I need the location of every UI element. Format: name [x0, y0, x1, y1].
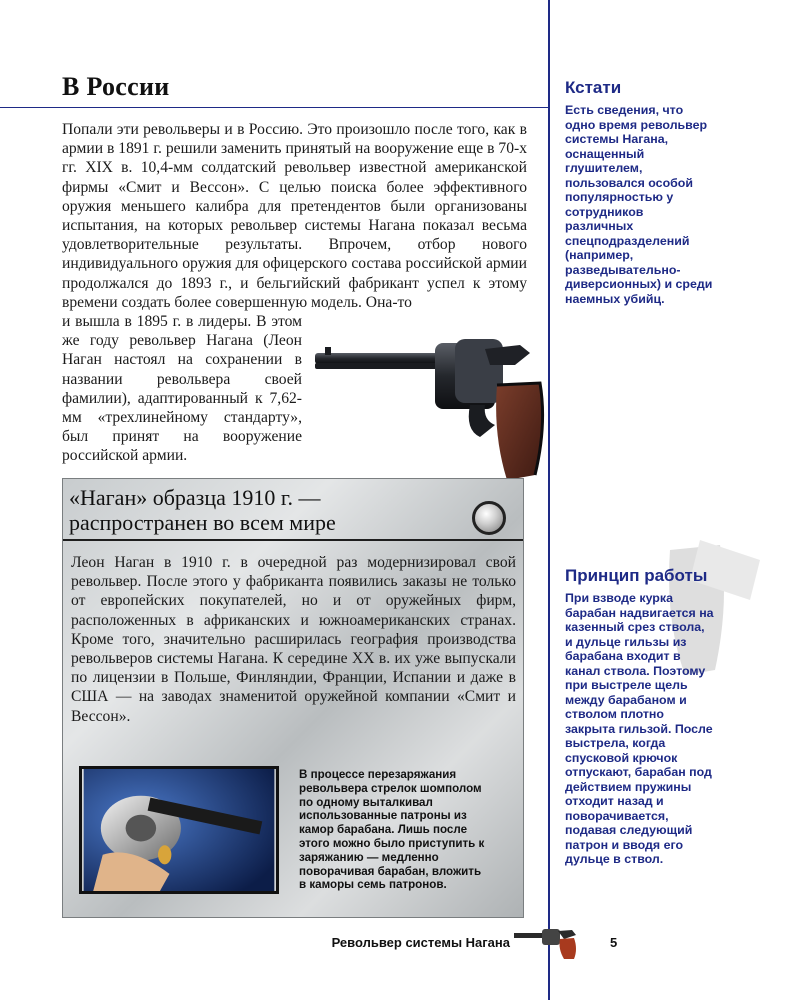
panel-header — [63, 479, 523, 541]
sidebar-note-principle — [565, 566, 745, 867]
footer-revolver-icon — [512, 925, 584, 961]
section-heading: В России — [62, 72, 170, 101]
photo-caption: В процессе перезаряжания револьвера стрелок шомполом по одному выталкивал использованные патроны из камор барабана. Лишь после этого можно было приступить к заряжанию — медленно поворачивая барабан, вложить в каморы семь патронов. — [299, 768, 485, 892]
reloading-photo — [79, 766, 279, 894]
sidebar-note-title: Принцип работы — [565, 566, 708, 585]
sidebar-note-kstati — [565, 78, 745, 306]
page-number: 5 — [610, 935, 618, 950]
main-paragraph-continuation: и вышла в 1895 г. в лидеры. В этом же году револьвер Нагана (Леон Наган настоял на сохранении в названии револьвера своей фамилии), адаптированный к 7,62-мм «трехлинейному стандарту», был принят на вооружение российской армии. — [62, 313, 302, 465]
sidebar-note-text: При взводе курка барабан надвигается на казенный срез ствола, и дульце гильзы из барабана входит в канал ствола. Поэтому при выстреле щель между барабаном и стволом плотно закрыта гильзой. После выстрела, когда спусковой крючок отпускают, барабан под действием пружины отходит назад и поворачивается, подавая следующий патрон и вводя его дульце в ствол. — [565, 591, 714, 866]
sidebar-note-text: Есть сведения, что одно время револьвер системы Нагана, оснащенный глушителем, пользовался особой популярностью у сотрудников различных спецподразделений (например, разведывательно-диверсионных) и среди наемных убийц. — [565, 103, 713, 306]
vertical-rule — [548, 0, 550, 1000]
panel-title: «Наган» образца 1910 г. — распространен во всем мире — [69, 485, 336, 535]
nagant-revolver-image — [315, 325, 550, 485]
footer-title: Револьвер системы Нагана — [331, 935, 510, 950]
sidebar-note-title: Кстати — [565, 78, 622, 97]
main-paragraph-text: Попали эти револьверы и в Россию. Это произошло после того, как в армии в 1891 г. решили заменить принятый на вооружение еще в 70-х гг. XIX в. 10,4-мм солдатский револьвер известной американской фирмы «Смит и Вессон». С целью поиска более эффективного оружия меньшего калибра для претендентов были организованы испытания, на которых револьвер системы Нагана показал весьма удовлетворительные результаты. Впрочем, отбор нового индивидуального оружия для офицерского состава российской армии продолжался до 1893 г., и бельгийский фабрикант успел к этому времени создать более совершенную модель. Она-то — [62, 121, 527, 311]
metal-info-panel — [62, 478, 524, 918]
rivet-icon — [472, 501, 506, 535]
panel-text: Леон Наган в 1910 г. в очередной раз модернизировал свой револьвер. После этого у фабриканта появились заказы не только от европейских покупателей, но и от оружейных фирм, расположенных в африканских и южноамериканских странах. Кроме того, значительно расширилась география производства револьверов системы Нагана. К середине XX в. их уже выпускали по лицензии в Польше, Финляндии, Франции, Испании и даже в США — на заводах знаменитой оружейной компании «Смит и Вессон». — [71, 554, 516, 725]
heading-rule — [0, 107, 548, 108]
